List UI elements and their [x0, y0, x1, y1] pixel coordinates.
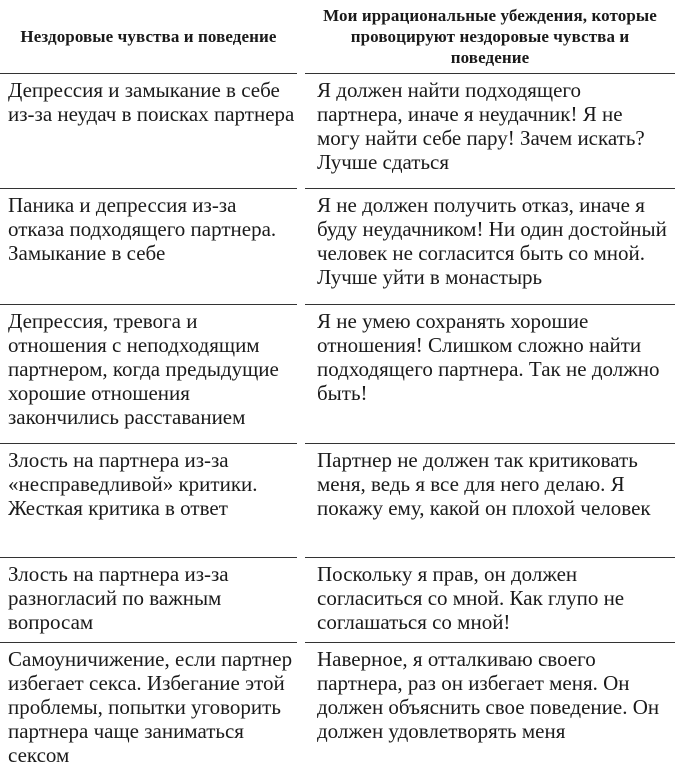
feelings-cell: Самоуничижение, если партнер избегает секса. Избегание этой проблемы, попытки уговорить партнера чаще заниматься сексом: [0, 643, 297, 775]
feelings-cell: Злость на партнера из-за разногласий по важным вопросам: [0, 558, 297, 643]
table-row: [0, 305, 675, 444]
table-row: [0, 643, 675, 775]
feelings-cell: Паника и депрессия из-за отказа подходящего партнера. Замыкание в себе: [0, 189, 297, 305]
feelings-cell: Депрессия и замыкание в себе из-за неудач в поисках партнера: [0, 74, 297, 189]
header-feelings: Нездоровые чувства и поведение: [0, 0, 297, 74]
beliefs-cell: Я должен найти подходящего партнера, иначе я неудачник! Я не могу найти себе пару! Зачем искать? Лучше сдаться: [305, 74, 675, 189]
feelings-cell: Злость на партнера из-за «несправедливой» критики. Жесткая критика в ответ: [0, 444, 297, 558]
table-row: [0, 444, 675, 558]
table-row: [0, 189, 675, 305]
beliefs-cell: Поскольку я прав, он должен согласиться со мной. Как глупо не соглашаться со мной!: [305, 558, 675, 643]
beliefs-cell: Наверное, я отталкиваю своего партнера, раз он избегает меня. Он должен объяснить свое поведение. Он должен удовлетворять меня: [305, 643, 675, 775]
table-header-row: [0, 0, 675, 74]
table-row: [0, 74, 675, 189]
feelings-cell: Депрессия, тревога и отношения с неподходящим партнером, когда предыдущие хорошие отношения закончились расставанием: [0, 305, 297, 444]
header-beliefs: Мои иррациональные убеждения, которые провоцируют нездоровые чувства и поведение: [305, 0, 675, 74]
table-row: [0, 558, 675, 643]
beliefs-cell: Я не умею сохранять хорошие отношения! Слишком сложно найти подходящего партнера. Так не должно быть!: [305, 305, 675, 444]
beliefs-cell: Партнер не должен так критиковать меня, ведь я все для него делаю. Я покажу ему, какой он плохой человек: [305, 444, 675, 558]
beliefs-cell: Я не должен получить отказ, иначе я буду неудачником! Ни один достойный человек не согласится быть со мной. Лучше уйти в монастырь: [305, 189, 675, 305]
